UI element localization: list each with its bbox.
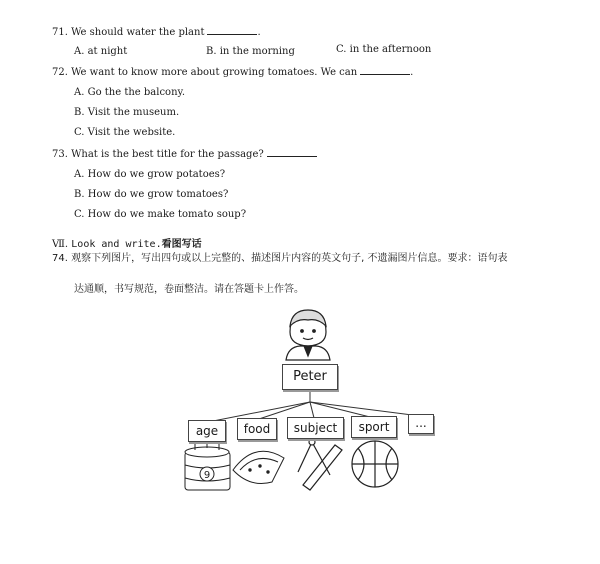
q73-text: What is the best title for the passage?: [71, 149, 264, 160]
section-title-cn: 看图写话: [161, 239, 202, 250]
q74-number: 74.: [52, 253, 68, 264]
birthday-cake-icon: [185, 438, 230, 490]
section-numeral: Ⅶ.: [52, 239, 69, 250]
basketball-icon: [352, 441, 398, 487]
branch-sport: sport: [351, 416, 397, 438]
cake-number: 9: [203, 470, 211, 481]
q74-instructions-1: 观察下列图片，写出四句或以上完整的、描述图片内容的英文句子, 不遗漏图片信息。要求：语句表: [71, 253, 508, 264]
watermelon-icon: [233, 451, 284, 483]
center-node-label: Peter: [293, 369, 327, 384]
q74-instructions-2: 达通顺，书写规范，卷面整洁。请在答题卡上作答。: [74, 284, 304, 295]
q71-option-c[interactable]: C. in the afternoon: [336, 44, 432, 55]
center-node-peter: [282, 364, 338, 390]
q71-text: We should water the plant: [71, 27, 205, 38]
branch-subject: subject: [287, 417, 344, 439]
q73-option-b[interactable]: B. How do we grow tomatoes?: [74, 189, 229, 200]
branch-age: age: [188, 420, 226, 442]
q71-option-b[interactable]: B. in the morning: [206, 46, 295, 57]
q72-option-b[interactable]: B. Visit the museum.: [74, 107, 180, 118]
compass-ruler-icon: [298, 439, 342, 490]
q72-text: We want to know more about growing tomatoes. We can: [71, 67, 358, 78]
q72-option-a[interactable]: A. Go the the balcony.: [74, 87, 186, 98]
q71-option-a[interactable]: A. at night: [74, 46, 128, 57]
q72-number: 72.: [52, 67, 68, 78]
branch-food: food: [237, 418, 277, 440]
q73-option-c[interactable]: C. How do we make tomato soup?: [74, 209, 247, 220]
section-title: Look and write.: [71, 239, 162, 250]
q71-number: 71.: [52, 27, 68, 38]
q71-stem: 71. We should water the plant .: [52, 27, 261, 38]
branch-more: ...: [408, 414, 434, 434]
q73-option-a[interactable]: A. How do we grow potatoes?: [74, 169, 226, 180]
q72-stem: 72. We want to know more about growing tomatoes. We can .: [52, 67, 414, 78]
boy-avatar-icon: [286, 310, 330, 360]
q72-option-c[interactable]: C. Visit the website.: [74, 127, 176, 138]
q73-number: 73.: [52, 149, 68, 160]
